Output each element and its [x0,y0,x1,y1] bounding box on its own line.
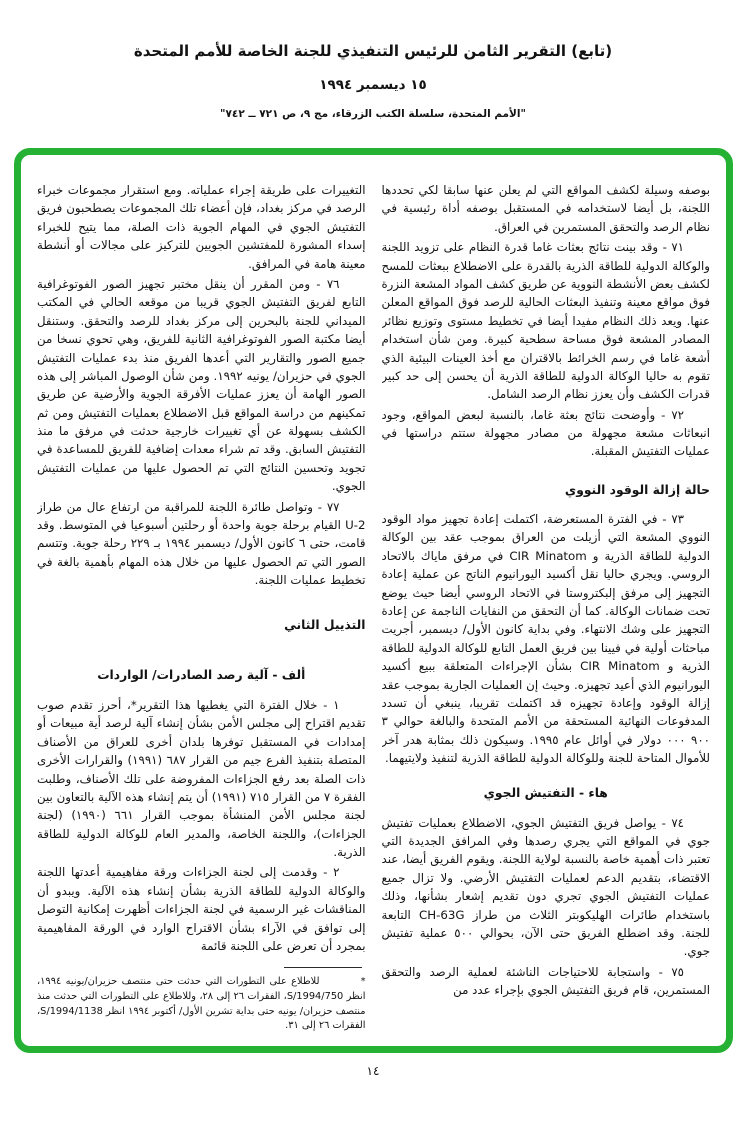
column-right [382,181,711,1034]
document-source-line: "الأمم المتحدة، سلسلة الكتب الزرقاء، مج ٩، ص ٧٢١ ــ ٧٤٢" [220,108,526,120]
paragraph-73: ٧٣ - في الفترة المستعرضة، اكتملت إعادة تجهيز مواد الوقود النووي المشعة التي أزيلت من العراق بموجب عقد بين الوكالة الدولية للطاقة الذرية و CIR Minatom في مرفق ماياك بالاتحاد الروسي. ويجري حاليا نقل أكسيد اليورانيوم الناتج عن عملية إعادة التجهيز إلى مرفق إلبكتروستا في الاتحاد الروسي أيضا حيث يوضع تحت ضمانات الوكالة. كما أن التحقق من النفايات الناجمة عن إعادة التجهيز على وشك الانتهاء. وفي بداية كانون الأول/ ديسمبر، أجريت مباحثات أولية في فيينا بين فريق العمل التابع للوكالة الدولية للطاقة الذرية و CIR Minatom بشأن الإجراءات المتعلقة ببيع أكسيد اليورانيوم الذي أعيد تجهيزه. وحيث إن العمليات الجارية بموجب عقد إزالة الوقود وإعادة تجهيزه قد اكتملت تقريبا، ينبغي أن تسدد المدفوعات النهائية المستحقة من الأمم المتحدة والبالغة حوالي ٣ ٩٠٠ ٠٠٠ دولار في أوائل عام ١٩٩٥. وسيكون ذلك بمثابة هدر آخر للأموال المتاحة للجنة وللوكالة الدولية للطاقة الذرية لتنفيذ ولايتيهما. [381,512,710,766]
document-date: ١٥ ديسمبر ١٩٩٤ [319,77,427,93]
content-border-box [14,148,733,1053]
paragraph-72: ٧٢ - وأوضحت نتائج بعثة غاما، بالنسبة لبعض المواقع، وجود انبعاثات مشعة مجهولة من مصادر مجهولة ستتم دراستها في عمليات التفتيش المقبلة. [381,407,710,459]
paragraph-75: ٧٥ - واستجابة للاحتياجات الناشئة لعملية الرصد والتحقق المستمرين، قام فريق التفتيش الجوي بإجراء عدد من [381,964,710,998]
paragraph-77: ٧٧ - وتواصل طائرة اللجنة للمراقبة من ارتفاع عال من طراز U-2 القيام برحلة جوية واحدة أو رحلتين أسبوعيا في المتوسط. وقد قامت، حتى ٦ كانون الأول/ ديسمبر ١٩٩٤ بـ ٢٢٩ رحلة جوية. وتتسم الصور التي تم الحصول عليها من خلال هذه المهام بأهمية بالغة في تخطيط عمليات اللجنة. [37,499,366,588]
footnote-marker: * [360,976,366,988]
heading-export-import-monitoring-mechanism: ألف - آلية رصد الصادرات/ الواردات [97,667,306,682]
paragraph-76: ٧٦ - ومن المقرر أن ينقل مختبر تجهيز الصور الفوتوغرافية التابع لفريق التفتيش الجوي قريبا من موقعه الحالي في المكتب الميداني للجنة بالبحرين إلى مركز بغداد للرصد والتحقق. وستنقل أيضا مكتبة الصور الفوتوغرافية الثانية للفريق، وهي تحوي نسخا من جميع الصور والتقارير التي أعدها الفريق منذ بدء عمليات التفتيش الجوي في حزيران/ يونيه ١٩٩٢. ومن شأن الوصول المباشر إلى هذه الصور الهامة أن يعزز عمليات الأفرقة الجوية والأرضية عن طريق تمكينهم من دراسة المواقع قبل الاضطلاع بعمليات التفتيش ومن ثم الكشف بسهولة عن أي تغييرات خارجية حدثت في مرفق ما منذ التفتيش السابق. وقد تم شراء معدات إضافية للفريق للمساعدة في تجويد وتحسين النتائج التي تم الحصول عليها من عمليات التفتيش الجوي. [37,276,366,494]
heading-appendix-two: التذييل الثاني [284,617,366,632]
document-title: (تابع) التقرير الثامن للرئيس التنفيذي للجنة الخاصة للأمم المتحدة [133,42,613,60]
paragraph-1: ١ - خلال الفترة التي يغطيها هذا التقرير*، أحرز تقدم صوب تقديم اقتراح إلى مجلس الأمن بشأن إنشاء آلية لرصد أية مبيعات أو إمدادات في المستقبل توفرها بلدان أخرى للعراق من الأصناف المتصلة بتنفيذ الفرع جيم من القرار ٦٨٧ (١٩٩١) والقرارات الأخرى ذات الصلة بعد رفع الجزاءات المفروضة على تلك الأصناف، وطلبت الفقرة ٧ من القرار ٧١٥ (١٩٩١) أن يتم إنشاء هذه الآلية بالتعاون بين لجنة مجلس الأمن المنشأة بموجب القرار ٦٦١ (١٩٩٠) (لجنة الجزاءات)، واللجنة الخاصة، والمدير العام للوكالة الدولية للطاقة الذرية. [37,697,366,860]
footnote [37,975,366,1034]
heading-aerial-inspection: هاء - التفتيش الجوي [483,785,608,800]
heading-nuclear-fuel-removal-status: حالة إزالة الوقود النووي [564,482,710,497]
paragraph-70-continuation: بوصفه وسيلة لكشف المواقع التي لم يعلن عنها سابقا لكي تحددها اللجنة، بل أيضا لاستخدامه في المستقبل بوصفه أداة رئيسية في نظام الرصد والتحقق المستمرين في العراق. [381,183,710,234]
page-number: ١٤ [366,1064,380,1078]
document-header [0,0,746,120]
paragraph-74: ٧٤ - يواصل فريق التفتيش الجوي، الاضطلاع بعمليات تفتيش جوي في المواقع التي يجري رصدها وفي المرافق الجديدة التي تعتبر ذات أهمية خاصة بالنسبة لولاية اللجنة. ويقوم الفريق أيضا، عند الاقتضاء، بتقديم الدعم لعمليات التفتيش الأرضي. ولا تزال جميع عمليات التفتيش الجوي تجري دون تقديم إشعار بشأنها، وذلك باستخدام طائرات الهليكوبتر الثلاث من طراز CH-63G التابعة للجنة. وقد اضطلع الفريق حتى الآن، بحوالي ٥٠٠ عملية تفتيش جوي. [381,815,710,959]
paragraph-2: ٢ - وقدمت إلى لجنة الجزاءات ورقة مفاهيمية أعدتها اللجنة والوكالة الدولية للطاقة الذرية بشأن إنشاء هذه الآلية. ويبدو أن المناقشات غير الرسمية في لجنة الجزاءات أظهرت إمكانية التوصل إلى توافق في الآراء بشأن الاقتراح الوارد في الورقة المفاهيمية بمجرد أن تعرض على اللجنة قائمة [37,865,366,954]
footnote-separator [284,967,362,968]
two-column-layout [21,155,726,1046]
paragraph-71: ٧١ - وقد بينت نتائج بعثات غاما قدرة النظام على تزويد اللجنة والوكالة الدولية للطاقة الذرية بالقدرة على الاضطلاع ببعثات للمسح لكشف بعض الأنشطة النووية عن طريق كشف المواد المشعة النزرة فوق مواقع معينة وتنفيذ البعثات الحالية للرصد فوق المواقع المعلن عنها. ويعد ذلك النظام مفيدا أيضا في تخطيط مستوى وتوزيع نظائر المصادر المشعة فوق مساحة سطحية كبيرة. ومن شأن استخدام أشعة غاما في رسم الخرائط بالاقتران مع أخذ العينات البيئية الذي تقوم به حاليا الوكالة الدولية للطاقة الذرية أن يحسن إلى حد كبير قدرات الكشف وأن يعزز نظام الرصد الشامل. [381,240,710,402]
footnote-block [37,957,366,1034]
footnote-text: للاطلاع على التطورات التي حدثت حتى منتصف حزيران/يونيه ١٩٩٤، انظر S/1994/750، الفقرات ٢٦ إلى ٢٨، وللاطلاع على التطورات التي حدثت منذ منتصف حزيران/ يونيه حتى بداية تشرين الأول/ أكتوبر ١٩٩٤ انظر S/1994/1138، الفقرات ٢٦ إلى ٣١. [37,976,366,1032]
paragraph-75-continuation: التغييرات على طريقة إجراء عملياته. ومع استقرار مجموعات خبراء الرصد في مركز بغداد، فإن أعضاء تلك المجموعات يصطحبون فريق التفتيش الجوي في المهام الجوية ذات الصلة، مما يتيح للخبراء إسداء المشورة للمفتشين الجويين للتركيز على مجالات أو أنشطة معينة هامة في المرافق. [37,183,366,271]
column-left [37,181,366,1034]
